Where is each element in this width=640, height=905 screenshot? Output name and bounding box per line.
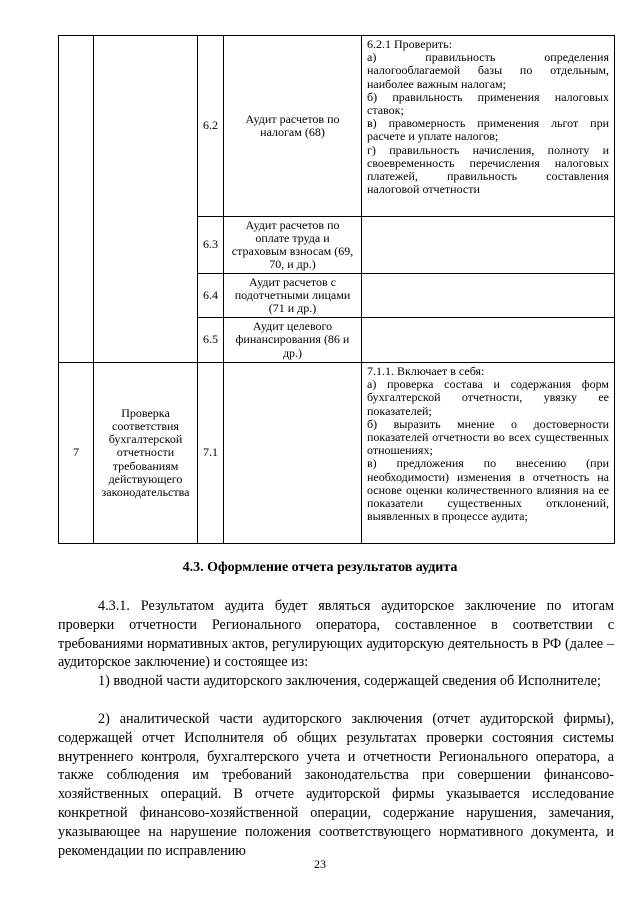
cell-sub-7-1: 7.1: [198, 363, 224, 544]
table-row: [59, 36, 615, 217]
paragraph-4-3-1: 4.3.1. Результатом аудита будет являться аудиторское заключение по итогам проверки отчетности Регионального оператора, составленное в соответствии с требованиями нормативных актов, регулирующих аудиторскую деятельность в РФ (далее – аудиторское заключение) и состоящее из:: [58, 598, 614, 671]
cell-title-6-4: Аудит расчетов с подотчетными лицами (71 и др.): [224, 274, 362, 318]
cell-title-7-1: [224, 363, 362, 544]
desc-line: в) правомерность применения льгот при расчете и уплате налогов;: [367, 116, 609, 144]
desc-line: в) предложения по внесению (при необходимости) изменения в отчетность на основе оценки количественного влияния на ее показатели существенных отклонений, выявленных в процессе аудита;: [367, 456, 609, 524]
section-heading: 4.3. Оформление отчета результатов аудита: [182, 560, 458, 575]
desc-line: а) проверка состава и содержания форм бухгалтерской отчетности, увязку ее показателей;: [367, 377, 609, 418]
cell-desc-6-3: [362, 217, 615, 274]
desc-line: б) выразить мнение о достоверности показателей отчетности во всех существенных отношениях;: [367, 416, 609, 458]
cell-desc-6-4: [362, 274, 615, 318]
desc-line: г) правильность начисления, полноту и своевременность перечисления налоговых платежей, правильность составления налоговой отчетности: [367, 142, 609, 197]
desc-line: б) правильность применения налоговых ставок;: [367, 89, 609, 118]
cell-empty-num: [59, 36, 94, 363]
page-number: 23: [314, 857, 326, 871]
cell-title-6-2: Аудит расчетов по налогам (68): [224, 36, 362, 217]
cell-sub-6-5: 6.5: [198, 318, 224, 363]
paragraph-item-1: 1) вводной части аудиторского заключения, содержащей сведения об Исполнителе;: [98, 673, 601, 689]
cell-desc-6-5: [362, 318, 615, 363]
desc-line: а) правильность определения налогооблагаемой базы по отдельным, наиболее важным налогам;: [367, 50, 609, 91]
paragraph-item-2: 2) аналитической части аудиторского заключения (отчет аудиторской фирмы), содержащей отчет Исполнителя об общих результатах проверки состояния системы внутреннего контроля, бухгалтерского учета и отчетности Регионального оператора, а также соблюдения им требований законодательства при совершении финансово-хозяйственных операций. В отчете аудиторской фирмы указывается исследование конкретной финансово-хозяйственной операции, содержание нарушения, замечания, указывающее на нарушение положения соответствующего нормативного документа, и рекомендации по исправлению: [58, 711, 614, 859]
cell-title-6-3: Аудит расчетов по оплате труда и страховым взносам (69, 70, и др.): [224, 217, 362, 274]
cell-sub-6-4: 6.4: [198, 274, 224, 318]
cell-num-7: 7: [59, 363, 94, 544]
cell-title-6-5: Аудит целевого финансирования (86 и др.): [224, 318, 362, 363]
cell-empty-name: [94, 36, 198, 363]
cell-desc-7-1: [362, 363, 615, 544]
cell-name-7: Проверка соответствия бухгалтерской отчетности требованиям действующего законодательства: [94, 363, 198, 544]
audit-program-table: [58, 35, 615, 544]
desc-line: 7.1.1. Включает в себя:: [367, 364, 485, 378]
cell-sub-6-2: 6.2: [198, 36, 224, 217]
table-row: [59, 363, 615, 544]
desc-line: 6.2.1 Проверить:: [367, 37, 453, 51]
cell-desc-6-2: [362, 36, 615, 217]
cell-sub-6-3: 6.3: [198, 217, 224, 274]
